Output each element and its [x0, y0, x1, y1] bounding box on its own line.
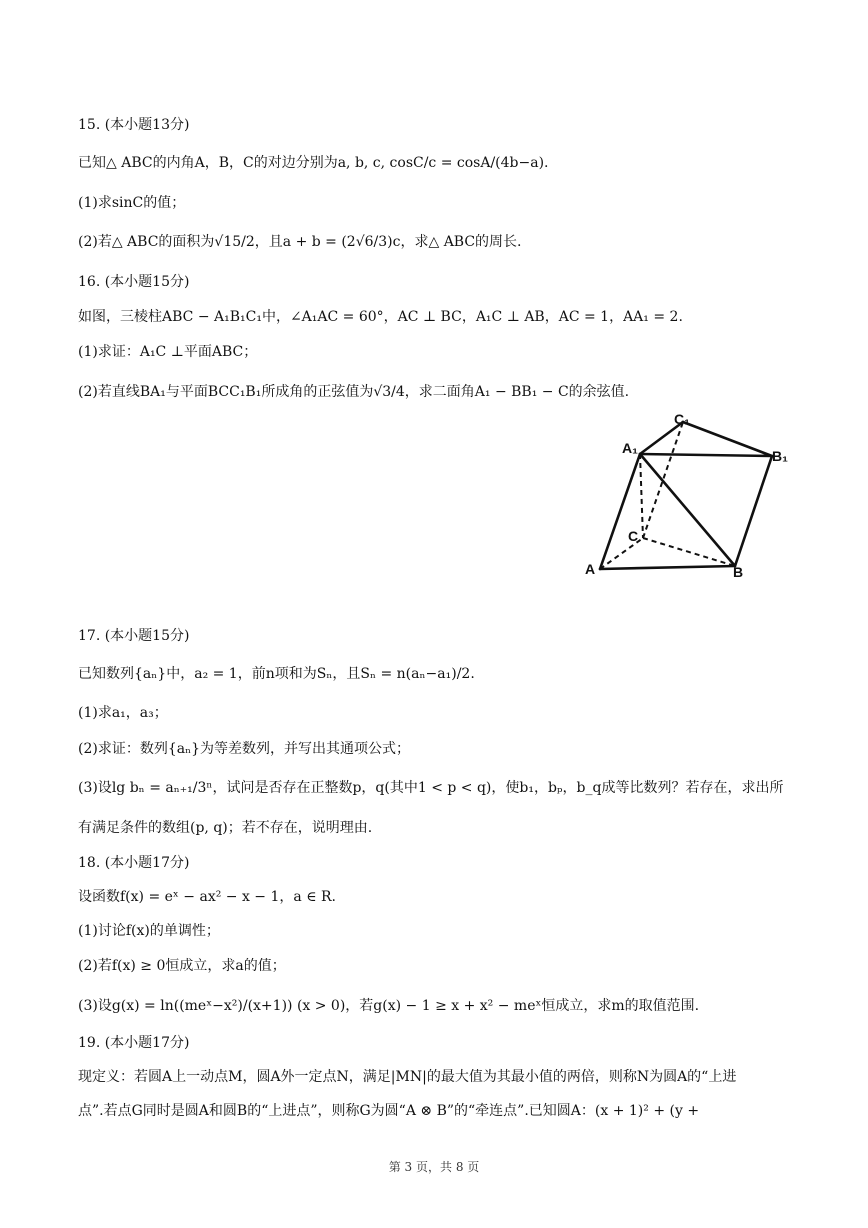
edge-a1-b: [640, 454, 735, 566]
label-c1: C₁: [674, 411, 690, 427]
problem-17-header: 17. (本小题15分): [78, 628, 190, 644]
triangular-prism-figure: [580, 405, 800, 585]
edge-a1-c-hidden: [640, 454, 643, 538]
label-a1: A₁: [622, 440, 638, 456]
problem-18-stem: 设函数f(x) = eˣ − ax² − x − 1，a ∈ R.: [78, 889, 337, 905]
problem-15-header: 15. (本小题13分): [78, 117, 190, 133]
problem-16-part-2: (2)若直线BA₁与平面BCC₁B₁所成角的正弦值为√3/4，求二面角A₁ − BB₁ − C的余弦值.: [78, 384, 630, 400]
problem-19-stem: 现定义：若圆A上一动点M，圆A外一定点N，满足|MN|的最大值为其最小值的两倍，则称N为圆A的“上进: [78, 1069, 737, 1085]
problem-19-stem-cont: 点”.若点G同时是圆A和圆B的“上进点”，则称G为圆“A ⊗ B”的“牵连点”.已知圆A：(x + 1)² + (y +: [78, 1103, 700, 1119]
problem-19-header: 19. (本小题17分): [78, 1035, 190, 1051]
problem-17-part-3-cont: 有满足条件的数组(p, q)；若不存在，说明理由.: [78, 820, 373, 836]
edge-b1-b: [735, 456, 772, 566]
problem-17-part-3: (3)设lg bₙ = aₙ₊₁/3ⁿ，试问是否存在正整数p，q(其中1 < p < q)，使b₁，bₚ，b_q成等比数列？若存在，求出所: [78, 780, 784, 796]
edge-c1-b1: [683, 422, 772, 456]
edge-a-b: [600, 566, 735, 569]
problem-18-part-1: (1)讨论f(x)的单调性；: [78, 923, 220, 939]
page-footer: 第 3 页，共 8 页: [388, 1160, 480, 1174]
problem-16-stem: 如图，三棱柱ABC − A₁B₁C₁中，∠A₁AC = 60°，AC ⊥ BC，A₁C ⊥ AB，AC = 1，AA₁ = 2.: [78, 309, 683, 325]
problem-17-part-2: (2)求证：数列{aₙ}为等差数列，并写出其通项公式；: [78, 741, 411, 757]
label-b1: B₁: [772, 448, 788, 464]
problem-16-part-1: (1)求证：A₁C ⊥平面ABC；: [78, 344, 258, 360]
problem-17-part-1: (1)求a₁，a₃；: [78, 705, 168, 721]
edge-a1-a: [600, 454, 640, 569]
problem-15-part-1: (1)求sinC的值；: [78, 195, 186, 211]
label-c: C: [628, 528, 639, 544]
problem-15-part-2: (2)若△ ABC的面积为√15/2，且a + b = (2√6/3)c，求△ ABC的周长.: [78, 234, 522, 250]
problem-15-stem: 已知△ ABC的内角A，B，C的对边分别为a, b, c, cosC/c = cosA/(4b−a).: [78, 155, 549, 171]
edge-a1-b1: [640, 454, 772, 456]
problem-18-header: 18. (本小题17分): [78, 855, 190, 871]
problem-18-part-2: (2)若f(x) ≥ 0恒成立，求a的值；: [78, 958, 286, 974]
problem-18-part-3: (3)设g(x) = ln((meˣ−x²)/(x+1)) (x > 0)，若g(x) − 1 ≥ x + x² − meˣ恒成立，求m的取值范围.: [78, 998, 700, 1014]
label-a: A: [585, 561, 596, 577]
problem-17-stem: 已知数列{aₙ}中，a₂ = 1，前n项和为Sₙ，且Sₙ = n(aₙ−a₁)/2.: [78, 666, 475, 682]
problem-16-header: 16. (本小题15分): [78, 274, 190, 290]
label-b: B: [733, 564, 744, 580]
edge-c-b-hidden: [643, 538, 735, 566]
